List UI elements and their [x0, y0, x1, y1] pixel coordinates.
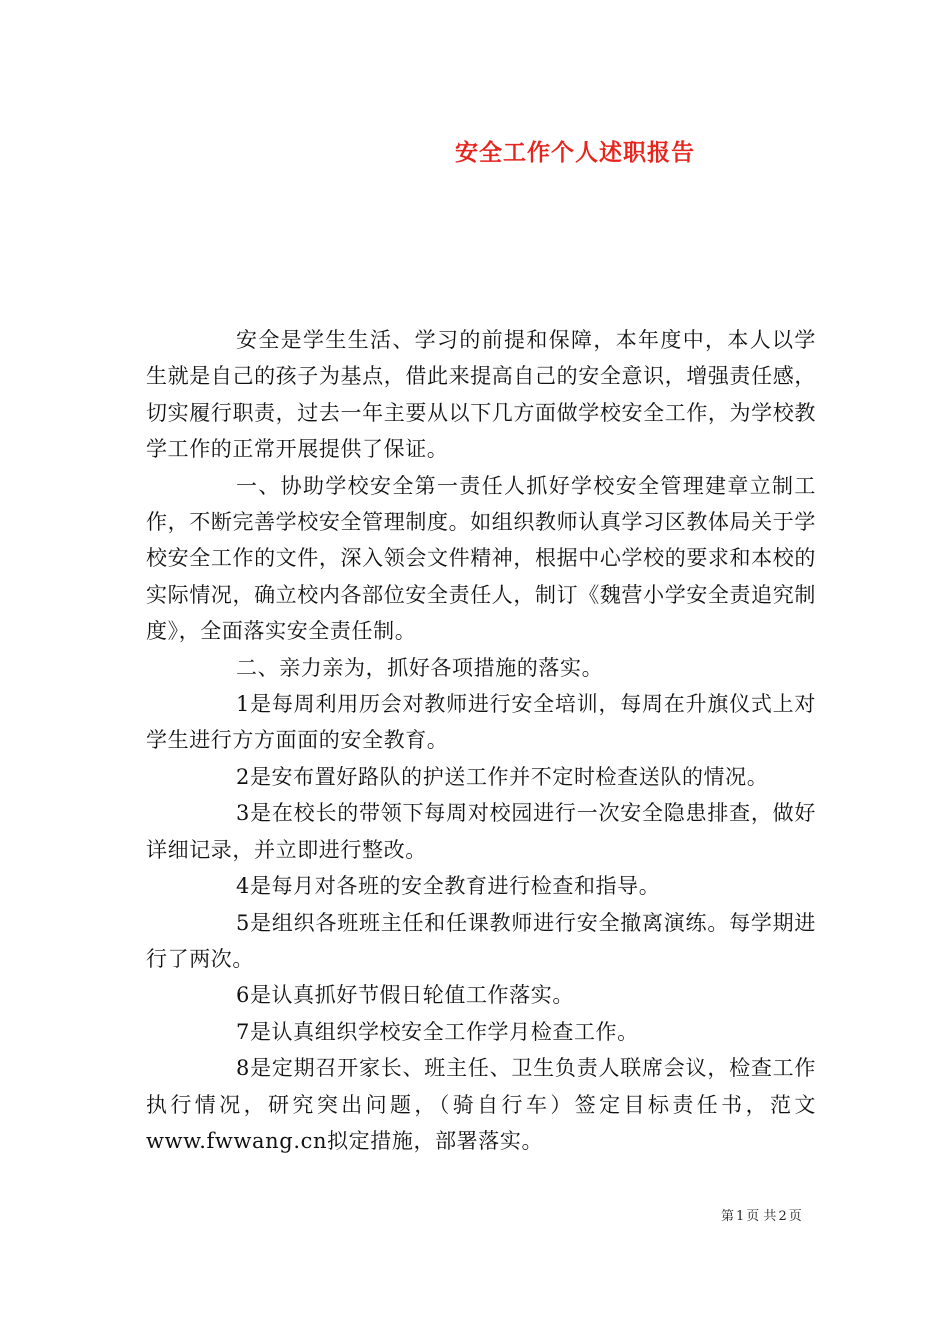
paragraph-item-7: 7是认真组织学校安全工作学月检查工作。 [236, 1019, 639, 1044]
paragraph-section-2: 二、亲力亲为，抓好各项措施的落实。 [236, 655, 604, 680]
paragraph-item-2: 2是安布置好路队的护送工作并不定时检查送队的情况。 [236, 764, 769, 789]
footer-suffix: 页 [788, 1209, 802, 1224]
page-title: 安全工作个人述职报告 [455, 139, 695, 166]
paragraph-item-4: 4是每月对各班的安全教育进行检查和指导。 [236, 874, 661, 899]
paragraph-item-3: 3是在校长的带领下每周对校园进行一次安全隐患排查，做好详细记录，并立即进行整改。 [146, 801, 816, 862]
paragraph-section-1: 一、协助学校安全第一责任人抓好学校安全管理建章立制工作，不断完善学校安全管理制度。如组织教师认真学习区教体局关于学校安全工作的文件，深入领会文件精神，根据中心学校的要求和本校的实际情况，确立校内各部位安全责任人，制订《魏营小学安全责追究制度》，全面落实安全责任制。 [146, 473, 816, 644]
paragraph-item-5: 5是组织各班班主任和任课教师进行安全撤离演练。每学期进行了两次。 [146, 910, 816, 971]
document-body [146, 322, 816, 1159]
footer-total-pages: 2 [778, 1209, 787, 1224]
paragraph-item-6: 6是认真抓好节假日轮值工作落实。 [236, 983, 574, 1008]
page-footer [720, 1205, 803, 1224]
footer-middle: 页 共 [746, 1209, 777, 1224]
footer-current-page: 1 [736, 1209, 745, 1224]
paragraph-item-8: 8是定期召开家长、班主任、卫生负责人联席会议，检查工作执行情况，研究突出问题，（骑自行车）签定目标责任书，范文www.fwwang.cn拟定措施，部署落实。 [146, 1056, 816, 1153]
paragraph-intro: 安全是学生生活、学习的前提和保障，本年度中，本人以学生就是自己的孩子为基点，借此来提高自己的安全意识，增强责任感，切实履行职责，过去一年主要从以下几方面做学校安全工作，为学校教学工作的正常开展提供了保证。 [146, 328, 816, 462]
footer-prefix: 第 [721, 1209, 735, 1224]
paragraph-item-1: 1是每周利用历会对教师进行安全培训，每周在升旗仪式上对学生进行方方面面的安全教育。 [146, 692, 816, 753]
